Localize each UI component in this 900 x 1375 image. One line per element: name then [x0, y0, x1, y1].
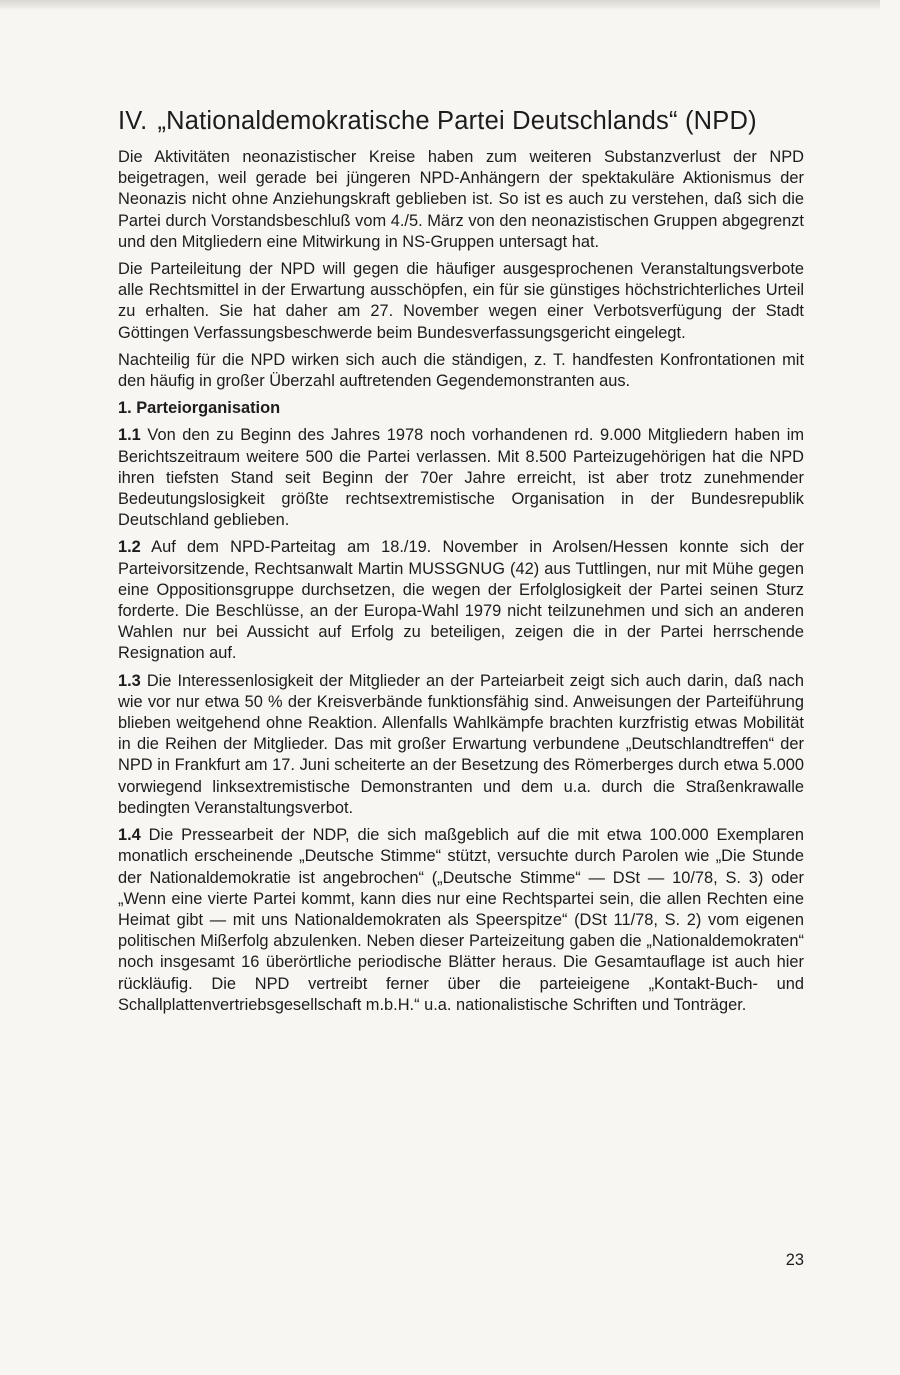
item-number: 1.4: [118, 826, 141, 845]
section-item: [118, 825, 804, 1016]
chapter-number: IV.: [118, 107, 148, 135]
item-text: Auf dem NPD-Parteitag am 18./19. November in Arolsen/Hessen konnte sich der Parteivorsitzende, Rechtsanwalt Martin MUSSGNUG (42) aus Tuttlingen, nur mit Mühe gegen eine Oppositionsgruppe durchsetzen, die wegen der Erfolglosigkeit der Partei seinen Sturz forderte. Die Beschlüsse, an der Europa-Wahl 1979 nicht teilzunehmen und sich an anderen Wahlen nur bei Aussicht auf Erfolg zu beteiligen, zeigen die in der Partei herrschende Resignation auf.: [118, 538, 804, 663]
section-item: [118, 425, 804, 531]
chapter-title-text: „Nationaldemokratische Partei Deutschlands“ (NPD): [157, 107, 757, 135]
chapter-title: [118, 103, 804, 139]
intro-paragraph: Nachteilig für die NPD wirken sich auch die ständigen, z. T. handfesten Konfrontationen mit den häufig in großer Überzahl auftretenden Gegendemonstranten aus.: [118, 350, 804, 391]
item-text: Die Interessenlosigkeit der Mitglieder an der Parteiarbeit zeigt sich auch darin, daß nach wie vor nur etwa 50 % der Kreisverbände funktionsfähig sind. Anweisungen der Parteiführung blieben weitgehend ohne Reaktion. Allenfalls Wahlkämpfe brachten kurzfristig etwas Mobilität in die Reihen der Mitglieder. Das mit großer Erwartung verbundene „Deutschlandtreffen“ der NPD in Frankfurt am 17. Juni scheiterte an der Besetzung des Römerberges durch etwa 5.000 vorwiegend linksextremistische Demonstranten und dem u.a. durch die Straßenkrawalle bedingten Veranstaltungsverbot.: [118, 671, 804, 817]
page-number: 23: [785, 1251, 804, 1269]
section-item: [118, 671, 804, 819]
intro-paragraph: Die Parteileitung der NPD will gegen die häufiger ausgesprochenen Veranstaltungsverbote alle Rechtsmittel in der Erwartung ausschöpfen, ein für sie günstiges höchstrichterliches Urteil zu erhalten. Sie hat daher am 27. November wegen einer Verbotsverfügung der Stadt Göttingen Verfassungsbeschwerde beim Bundesverfassungsgericht eingelegt.: [118, 260, 804, 342]
section-heading: 1. Parteiorganisation: [118, 399, 281, 418]
document-page: [118, 103, 804, 1022]
item-number: 1.1: [118, 426, 141, 445]
scan-top-edge: [0, 0, 880, 10]
section-item: [118, 537, 804, 664]
item-number: 1.3: [118, 671, 141, 690]
item-text: Von den zu Beginn des Jahres 1978 noch vorhandenen rd. 9.000 Mitgliedern haben im Berichtszeitraum weitere 500 die Partei verlassen. Mit 8.500 Parteizugehörigen hat die NPD ihren tiefsten Stand seit Beginn der 70er Jahre erreicht, ist aber trotz zunehmender Bedeutungslosigkeit größte rechtsextremistische Organisation in der Bundesrepublik Deutschland geblieben.: [118, 426, 804, 530]
item-number: 1.2: [118, 538, 141, 557]
intro-paragraph: Die Aktivitäten neonazistischer Kreise haben zum weiteren Substanzverlust der NPD beigetragen, weil gerade bei jüngeren NPD-Anhängern der spektakuläre Aktionismus der Neonazis nicht ohne Anziehungskraft geblieben ist. So ist es auch zu verstehen, daß sich die Partei durch Vorstandsbeschluß vom 4./5. März von den neonazistischen Gruppen abgegrenzt und den Mitgliedern eine Mitwirkung in NS-Gruppen untersagt hat.: [118, 148, 804, 251]
item-text: Die Pressearbeit der NDP, die sich maßgeblich auf die mit etwa 100.000 Exemplaren monatlich erscheinende „Deutsche Stimme“ stützt, versuchte durch Parolen wie „Die Stunde der Nationaldemokratie ist angebrochen“ („Deutsche Stimme“ — DSt — 10/78, S. 3) oder „Wenn eine vierte Partei kommt, kann dies nur eine Rechtspartei sein, die allen Rechten eine Heimat gibt — mit uns Nationaldemokraten als Speerspitze“ (DSt 11/78, S. 2) vom eigenen politischen Mißerfolg abzulenken. Neben dieser Parteizeitung gaben die „Nationaldemokraten“ noch insgesamt 16 überörtliche periodische Blätter heraus. Die Gesamtauflage ist auch hier rückläufig. Die NPD vertreibt ferner über die parteieigene „Kontakt-Buch- und Schallplattenvertriebsgesellschaft m.b.H.“ u.a. nationalistische Schriften und Tonträger.: [118, 826, 804, 1014]
